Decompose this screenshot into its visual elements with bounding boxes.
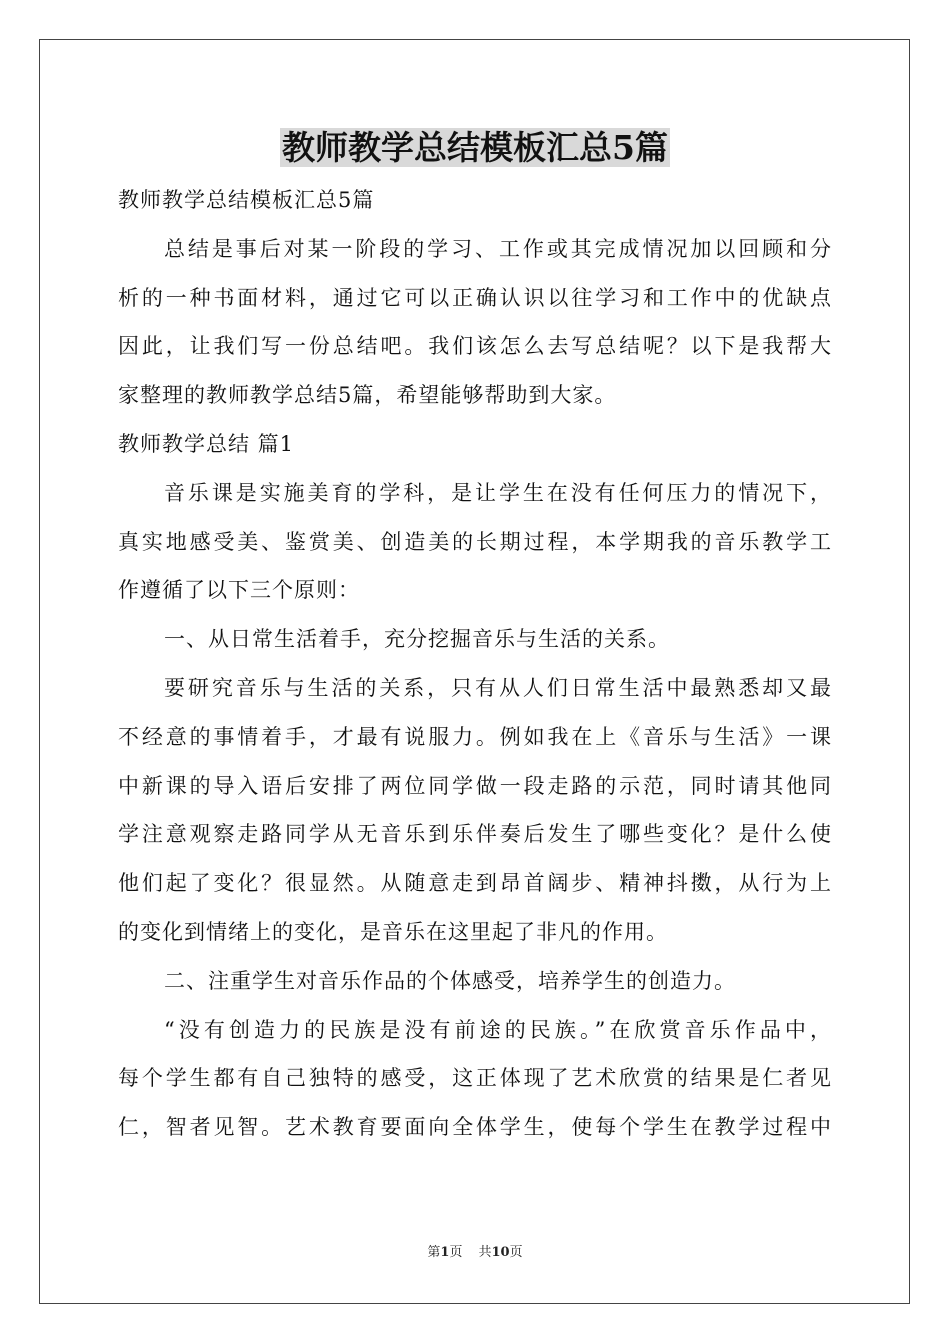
body-line: 家整理的教师教学总结5篇，希望能够帮助到大家。	[118, 383, 617, 408]
body-line: 作遵循了以下三个原则：	[118, 578, 360, 603]
footer-total-prefix: 共	[478, 1245, 492, 1260]
body-line: 学注意观察走路同学从无音乐到乐伴奏后发生了哪些变化？是什么使	[118, 822, 832, 847]
body-line: 真实地感受美、鉴赏美、创造美的长期过程，本学期我的音乐教学工	[118, 529, 832, 554]
body-line: 中新课的导入语后安排了两位同学做一段走路的示范，同时请其他同	[118, 773, 832, 798]
body-line: 他们起了变化？很显然。从随意走到昂首阔步、精神抖擞，从行为上	[118, 871, 832, 896]
document-body	[118, 176, 832, 1152]
body-line: 教师教学总结 篇1	[118, 431, 295, 456]
document-title	[0, 126, 950, 170]
body-line: 不经意的事情着手，才最有说服力。例如我在上《音乐与生活》一课	[118, 724, 832, 749]
document-title-text: 教师教学总结模板汇总5篇	[282, 128, 668, 167]
footer-total-suffix: 页	[509, 1245, 523, 1260]
footer-total-number: 10	[491, 1245, 510, 1260]
body-line: 每个学生都有自己独特的感受，这正体现了艺术欣赏的结果是仁者见	[118, 1066, 832, 1091]
body-line: 一、从日常生活着手，充分挖掘音乐与生活的关系。	[164, 627, 670, 652]
body-line: 总结是事后对某一阶段的学习、工作或其完成情况加以回顾和分	[164, 236, 832, 261]
body-line: “没有创造力的民族是没有前途的民族。”在欣赏音乐作品中，	[164, 1017, 832, 1042]
body-line: 仁，智者见智。艺术教育要面向全体学生，使每个学生在教学过程中	[118, 1115, 832, 1140]
body-line: 析的一种书面材料，通过它可以正确认识以往学习和工作中的优缺点	[118, 285, 832, 310]
body-line: 音乐课是实施美育的学科，是让学生在没有任何压力的情况下，	[164, 480, 832, 505]
body-line: 的变化到情绪上的变化，是音乐在这里起了非凡的作用。	[118, 919, 668, 944]
footer-page-number: 1	[440, 1245, 450, 1260]
body-line: 二、注重学生对音乐作品的个体感受，培养学生的创造力。	[164, 968, 736, 993]
body-line: 教师教学总结模板汇总5篇	[118, 188, 375, 212]
body-line: 要研究音乐与生活的关系，只有从人们日常生活中最熟悉却又最	[164, 675, 832, 700]
page-footer	[0, 1243, 950, 1263]
footer-page-prefix: 第	[427, 1245, 441, 1260]
body-line: 因此，让我们写一份总结吧。我们该怎么去写总结呢？以下是我帮大	[118, 334, 832, 359]
footer-page-suffix: 页	[449, 1245, 463, 1260]
